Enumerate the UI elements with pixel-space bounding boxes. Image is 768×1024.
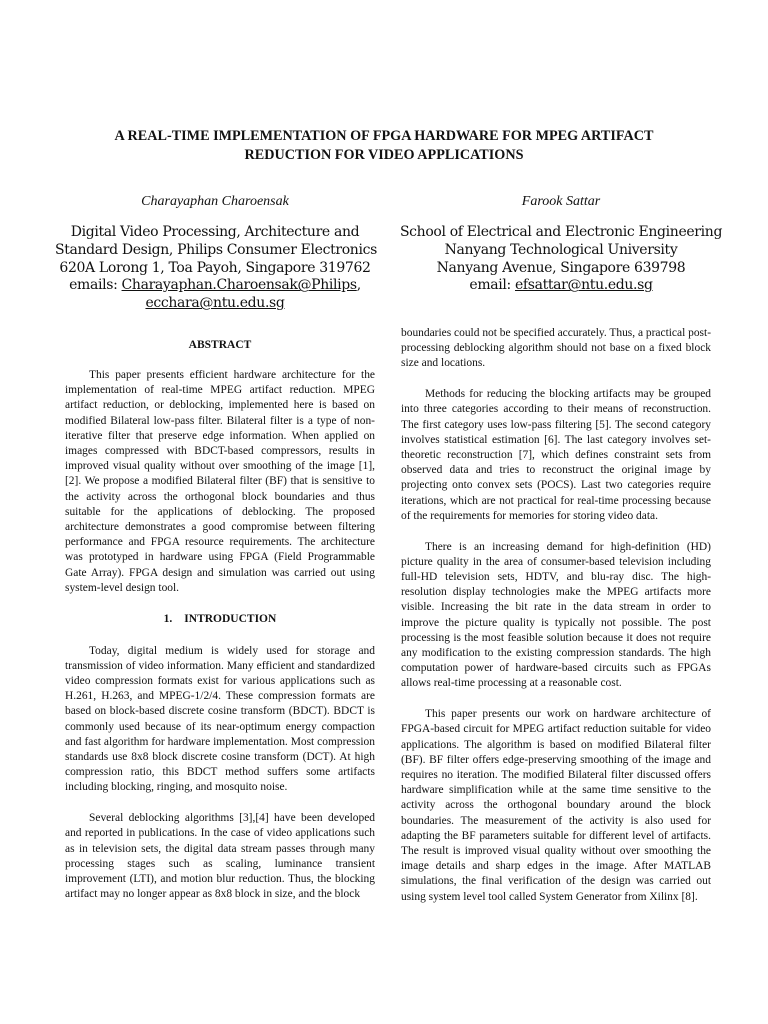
email-line — [55, 277, 375, 295]
affiliation-line: 620A Lorong 1, Toa Payoh, Singapore 319762 — [59, 259, 371, 276]
affiliation-line: Digital Video Processing, Architecture and — [70, 224, 360, 240]
author-affiliation — [395, 224, 727, 295]
paper-title — [60, 127, 708, 165]
body-paragraph: Methods for reducing the blocking artifacts may be grouped into three categories according to their means of reconstruction. The first category uses low-pass filtering [5]. The second category involves statistical estimation [6]. The last category involves set-theoretic reconstruction [7], which defines constraint sets from observed data and tries to reconstruct the original image by projecting onto convex sets (POCS). Last two categories require iterations, which are not practical for real-time processing because of the requirements for memories for storing video data. — [401, 388, 711, 522]
author-name: Farook Sattar — [521, 194, 601, 209]
affiliation-line: School of Electrical and Electronic Engineering — [399, 224, 723, 240]
body-paragraph: Today, digital medium is widely used for storage and transmission of video information. Many efficient and standardized video compression formats exist for various applications such as H.261, H.263, and MPEG-1/2/4. These compression formats are based on block-based discrete cosine transform (BDCT). BDCT is commonly used because of its near-optimum energy compaction and fast algorithm for hardware implementation. Most compression standards use 8x8 block discrete cosine transform (DCT). At high compression ratio, this BDCT method suffers some artifacts including blocking, ringing, and mosquito noise. — [65, 644, 375, 794]
email-label: email: — [469, 277, 515, 294]
title-line-2: REDUCTION FOR VIDEO APPLICATIONS — [244, 147, 524, 163]
email-link[interactable]: ecchara@ntu.edu.sg — [145, 295, 285, 312]
affiliation-line: Nanyang Technological University — [444, 241, 678, 258]
title-line-1: A REAL-TIME IMPLEMENTATION OF FPGA HARDWARE FOR MPEG ARTIFACT — [114, 128, 654, 144]
email-label: emails: — [69, 277, 122, 294]
introduction-heading — [65, 612, 375, 627]
author-affiliation — [55, 224, 375, 313]
section-title: INTRODUCTION — [184, 612, 277, 625]
email-link[interactable]: Charayaphan.Charoensak@Philips — [121, 277, 357, 294]
affiliation-line: Nanyang Avenue, Singapore 639798 — [436, 259, 686, 276]
email-link[interactable]: efsattar@ntu.edu.sg — [514, 277, 653, 294]
left-column — [65, 338, 375, 918]
author-name: Charayaphan Charoensak — [141, 194, 289, 209]
email-line — [395, 277, 727, 295]
body-paragraph: There is an increasing demand for high-definition (HD) picture quality in the area of consumer-based television including full-HD television sets, HDTV, and blu-ray disc. The high-resolution display technologies make the MPEG artifacts more visible. Increasing the bit rate in the data stream in order to improve the picture quality is typically not possible. The post processing is the most feasible solution because it does not require any modification to the existing compression standards. The high computation power of hardware-based circuits such as FPGAs allows real-time processing at a reasonable cost. — [401, 540, 711, 690]
body-paragraph: Several deblocking algorithms [3],[4] have been developed and reported in publications. In the case of video applications such as in television sets, the digital data stream passes through many processing stages such as scaling, luminance transient improvement (LTI), and motion blur reduction. Thus, the blocking artifact may no longer appear as 8x8 block in size, and the block — [65, 812, 375, 901]
section-number: 1. — [163, 612, 173, 625]
affiliation-line: Standard Design, Philips Consumer Electronics — [55, 241, 377, 258]
author-block-1 — [55, 193, 375, 313]
abstract-heading: ABSTRACT — [188, 339, 252, 351]
body-paragraph: This paper presents our work on hardware architecture of FPGA-based circuit for MPEG artifact reduction suitable for video applications. The algorithm is based on modified Bilateral filter (BF). BF filter offers edge-preserving smoothing of the image and requires no iteration. The modified Bilateral filter discussed offers hardware simplification while at the same time sensitive to the activity across the orthogonal boundary around the block boundaries. The measurement of the activity is also used for adapting the BF parameters suitable for different level of artifacts. The result is improved visual quality without over smoothing the image details and sharp edges in the image. After MATLAB simulations, the final verification of the design was carried out using system level tool called System Generator from Xilinx [8]. — [401, 708, 711, 903]
email-line — [55, 295, 375, 313]
email-separator: , — [356, 277, 361, 294]
author-block-2 — [395, 193, 727, 295]
abstract-text: This paper presents efficient hardware architecture for the implementation of real-time MPEG artifact reduction. MPEG artifact reduction, or deblocking, implemented here is based on modified Bilateral low-pass filter. Bilateral filter is a type of non-iterative filter that preserve edge information. When applied on images compressed with BDCT-based compressors, results in improved visual quality without over smoothing of the image [1],[2]. We propose a modified Bilateral filter (BF) that is sensitive to the activity across the orthogonal block boundaries and thus suitable for the applications of deblocking. The proposed architecture demonstrates a good compromise between filtering performance and FPGA resource requirements. The architecture was prototyped in hardware using FPGA (Field Programmable Gate Array). FPGA design and simulation was carried out using system-level design tool. — [65, 369, 375, 594]
right-column — [401, 326, 711, 920]
body-paragraph: boundaries could not be specified accurately. Thus, a practical post-processing deblocking algorithm should not base on a fixed block size and locations. — [401, 327, 711, 370]
